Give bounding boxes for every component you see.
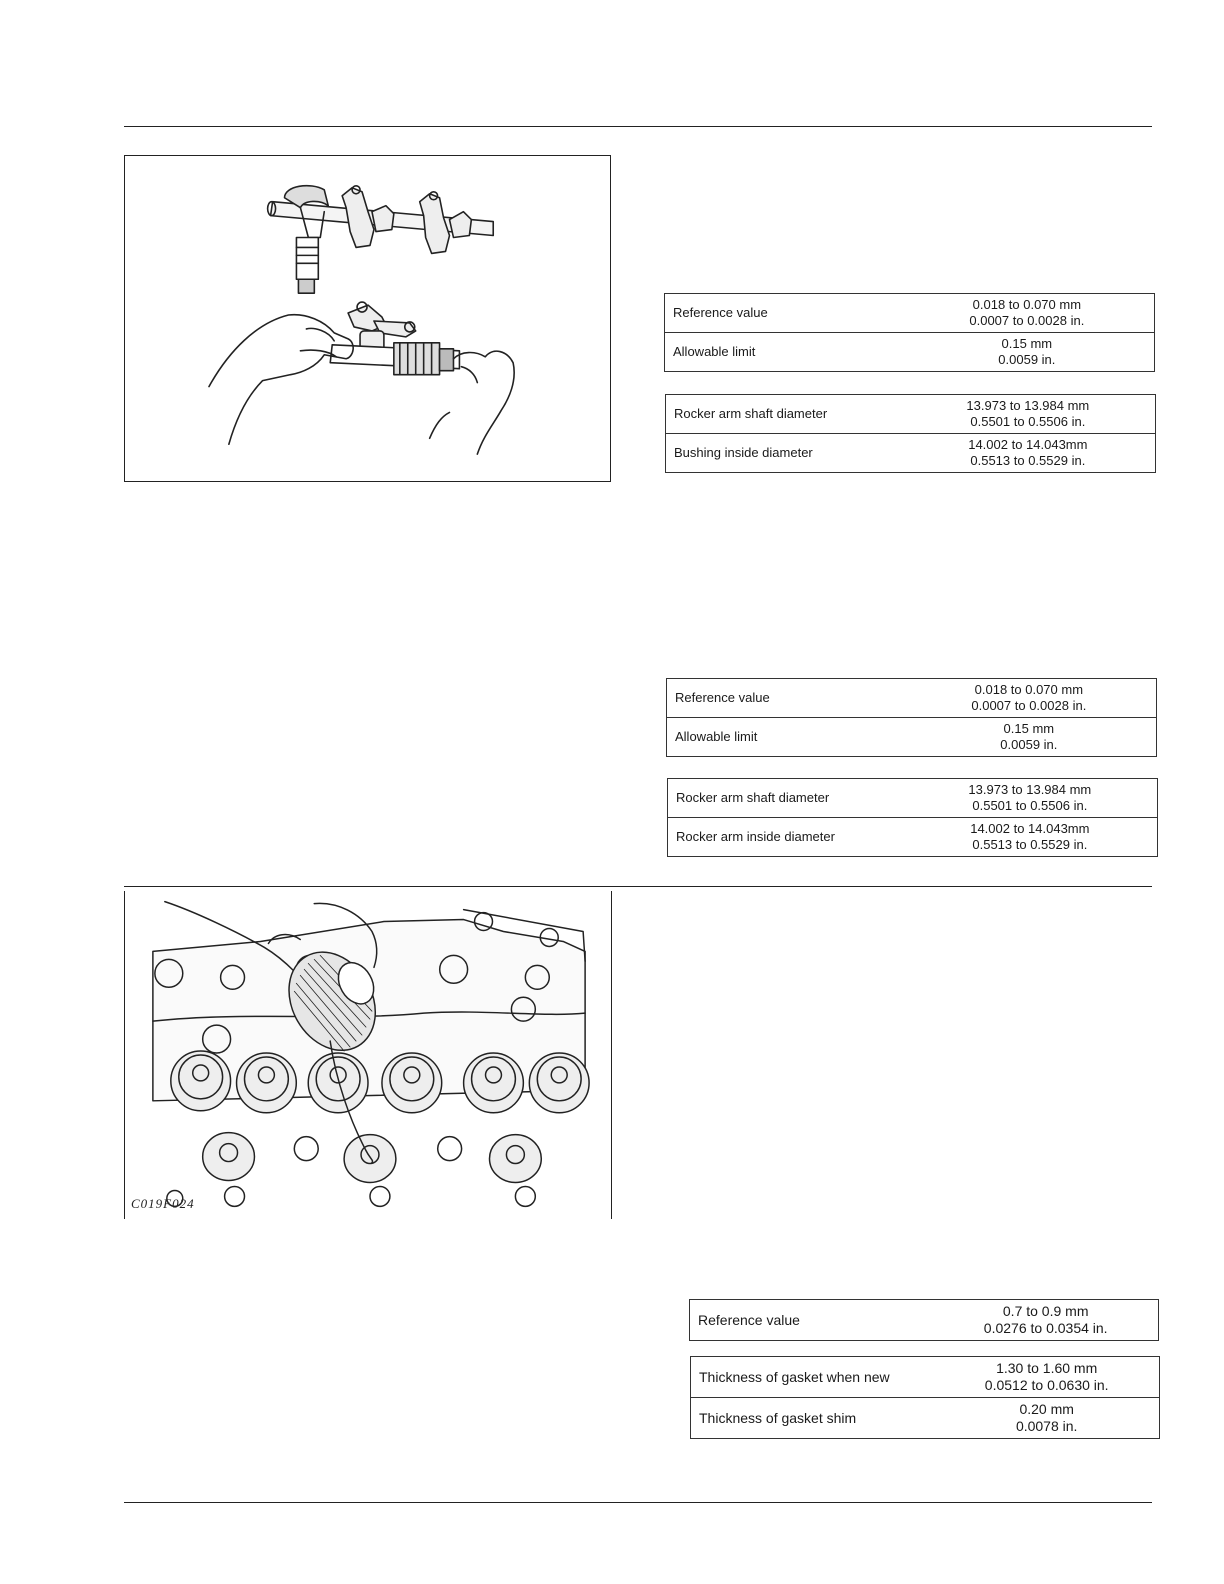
spec-label: Thickness of gasket when new: [699, 1368, 890, 1385]
spec-value-imperial: 0.5513 to 0.5529 in.: [972, 837, 1088, 852]
spec-value: [934, 1398, 1159, 1439]
footer-rule: [124, 1502, 1152, 1503]
piston-protrusion-figure: [124, 891, 612, 1219]
spec-label: Bushing inside diameter: [666, 434, 901, 473]
rocker-shaft-measurement-figure: [124, 155, 611, 482]
spec-value: [902, 679, 1157, 718]
spec-value-imperial: 0.0007 to 0.0028 in.: [971, 698, 1087, 713]
spec-value-metric: 13.973 to 13.984 mm: [966, 398, 1090, 413]
table-row: [691, 1357, 1160, 1398]
table-row: [665, 294, 1155, 333]
spec-value: [901, 395, 1156, 434]
cylinder-head-illustration: [125, 891, 611, 1219]
spec-value-imperial: 0.5513 to 0.5529 in.: [970, 453, 1086, 468]
spec-value-imperial: 0.0007 to 0.0028 in.: [969, 313, 1085, 328]
table-row: [668, 818, 1158, 857]
oil-clearance-spec-table-2: [666, 678, 1157, 757]
protrusion-spec-table: [689, 1299, 1159, 1341]
table-row: [667, 718, 1157, 757]
oil-clearance-spec-table-1: [664, 293, 1155, 372]
table-row: [691, 1398, 1160, 1439]
spec-label: Rocker arm shaft diameter: [674, 406, 828, 421]
spec-value: [902, 718, 1157, 757]
spec-value-metric: 14.002 to 14.043mm: [968, 437, 1088, 452]
diameter-spec-table-1: [665, 394, 1156, 473]
spec-label: Rocker arm shaft diameter: [676, 790, 830, 805]
spec-label: Rocker arm inside diameter: [668, 818, 903, 857]
spec-value-metric: 0.7 to 0.9 mm: [1002, 1303, 1089, 1319]
spec-value: [900, 294, 1155, 333]
table-row: [666, 395, 1156, 434]
figure-caption: C019F024: [131, 1196, 195, 1211]
spec-value: [901, 434, 1156, 473]
spec-value: [933, 1300, 1158, 1341]
spec-value-imperial: 0.0059 in.: [998, 352, 1056, 367]
spec-value-metric: 13.973 to 13.984 mm: [968, 782, 1092, 797]
spec-label: Thickness of gasket shim: [691, 1398, 935, 1439]
spec-value-metric: 0.15 mm: [1001, 336, 1053, 351]
spec-value-imperial: 0.0276 to 0.0354 in.: [983, 1320, 1108, 1336]
spec-label: Reference value: [675, 690, 770, 705]
spec-label: Reference value: [698, 1311, 800, 1328]
spec-value-metric: 1.30 to 1.60 mm: [996, 1360, 1098, 1376]
table-row: [668, 779, 1158, 818]
section-divider-rule: [124, 886, 1152, 887]
header-rule: [124, 126, 1152, 127]
spec-value: [934, 1357, 1159, 1398]
spec-value-imperial: 0.0059 in.: [1000, 737, 1058, 752]
spec-value-metric: 0.018 to 0.070 mm: [972, 297, 1082, 312]
spec-label: Allowable limit: [665, 333, 900, 372]
spec-value-imperial: 0.0078 in.: [1015, 1418, 1078, 1434]
spec-label: Reference value: [673, 305, 768, 320]
spec-value-metric: 0.20 mm: [1019, 1401, 1074, 1417]
valve-spring-row-lower: [203, 1133, 542, 1183]
table-row: [666, 434, 1156, 473]
spec-label: Allowable limit: [667, 718, 902, 757]
table-row: [667, 679, 1157, 718]
spec-value-metric: 0.15 mm: [1003, 721, 1055, 736]
spec-value: [903, 779, 1158, 818]
diameter-spec-table-2: [667, 778, 1158, 857]
table-row: [665, 333, 1155, 372]
micrometer-illustration: [125, 156, 610, 481]
spec-value: [900, 333, 1155, 372]
gasket-thickness-spec-table: [690, 1356, 1160, 1439]
spec-value-metric: 14.002 to 14.043mm: [970, 821, 1090, 836]
spec-value-imperial: 0.5501 to 0.5506 in.: [970, 414, 1086, 429]
spec-value-imperial: 0.0512 to 0.0630 in.: [984, 1377, 1109, 1393]
table-row: [690, 1300, 1159, 1341]
spec-value-imperial: 0.5501 to 0.5506 in.: [972, 798, 1088, 813]
spec-value: [903, 818, 1158, 857]
spec-value-metric: 0.018 to 0.070 mm: [974, 682, 1084, 697]
